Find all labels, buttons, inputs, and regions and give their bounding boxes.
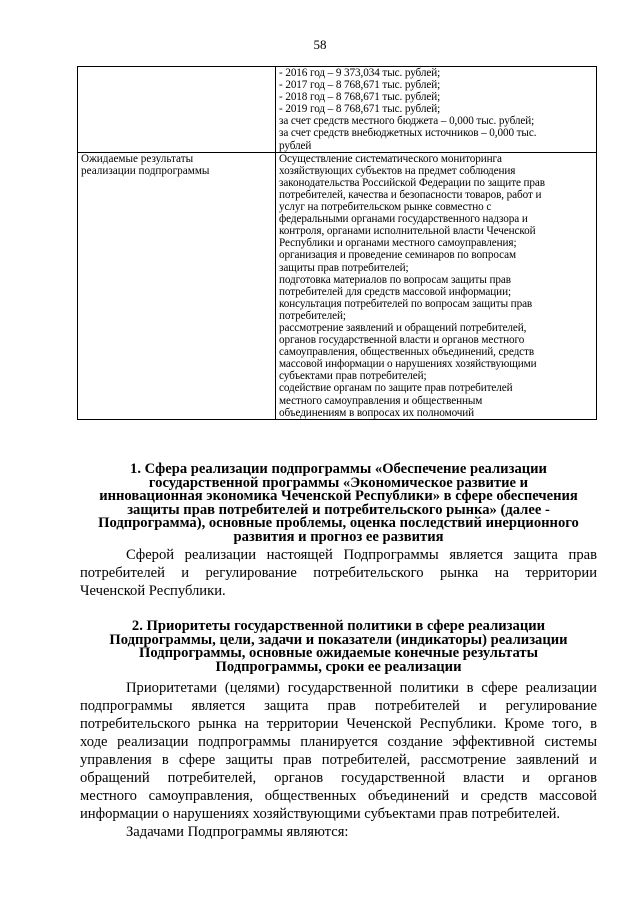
table-cell-results-label [78,152,276,419]
heading-line: Подпрограммы, цели, задачи и показатели (индикаторы) реализации [109,631,568,648]
paragraph-line: потребителей и регулирование потребительского рынка на территории [80,565,597,581]
paragraph-line: Приоритетами (целями) государственной политики в сфере реализации [126,680,597,696]
results-line: услуг на потребительском рынке совместно с [279,201,492,214]
table-cell-funding [276,67,597,153]
subprogram-passport-table [77,66,597,420]
results-line: федеральными органами государственного надзора и [279,213,528,226]
funding-line: - 2016 год – 9 373,034 тыс. рублей; [279,67,441,79]
results-line: хозяйствующих субъектов на предмет соблюдения [279,164,516,177]
heading-line: защиты прав потребителей и потребительского рынка» (далее - [127,501,550,518]
paragraph-line: подпрограммы является защита прав потребителей и регулирование [80,698,597,714]
tasks-line: Задачами Подпрограммы являются: [126,824,349,840]
paragraph-line: потребительского рынка на территории Чеченской Республики. Кроме того, в [80,716,597,732]
heading-line: Подпрограммы, сроки ее реализации [215,658,462,675]
page-number: 58 [313,37,327,52]
table-cell-empty-label [78,67,276,153]
section-1-paragraph [80,546,597,600]
heading-line: 2. Приоритеты государственной политики в сфере реализации [131,618,546,634]
results-label-line: реализации подпрограммы [81,164,210,177]
results-label-line: Ожидаемые результаты [81,152,194,165]
funding-line: за счет средств местного бюджета – 0,000 тыс. рублей; [279,115,535,128]
results-line: защиты прав потребителей; [279,261,409,274]
results-line: Осуществление систематического мониторинга [279,152,502,165]
results-line: массовой информации о нарушениях хозяйствующими [279,358,537,371]
funding-line: - 2017 год – 8 768,671 тыс. рублей; [279,79,441,92]
results-line: потребителей, качества и безопасности товаров, работ и [279,188,542,201]
results-line: рассмотрение заявлений и обращений потребителей, [279,321,527,334]
results-line: субъектами прав потребителей; [279,370,427,383]
table-row-funding [78,67,597,153]
results-line: подготовка материалов по вопросам защиты прав [279,273,511,286]
paragraph-line: Сферой реализации настоящей Подпрограммы является защита прав [126,547,597,563]
funding-line: за счет средств внебюджетных источников – 0,000 тыс. [279,127,537,140]
paragraph-line: обращений потребителей, органов государственной власти и органов [80,770,597,786]
heading-line: развития и прогноз ее развития [233,528,444,545]
results-line: организация и проведение семинаров по вопросам [279,249,516,262]
results-line: контроля, органами исполнительной власти Чеченской [279,225,536,238]
results-line: потребителей для средств массовой информации; [279,285,511,298]
results-line: законодательства Российской Федерации по защите прав [279,176,545,189]
section-2-paragraph [80,679,597,841]
table-cell-results [276,152,597,419]
paragraph-line: Чеченской Республики. [80,583,226,599]
heading-line: инновационная экономика Чеченской Республики» в сфере обеспечения [99,488,578,505]
paragraph-line: ходе реализации подпрограммы планируется создание эффективной системы [80,734,597,750]
paragraph-line: информации о нарушениях хозяйствующими субъектами прав потребителей. [80,806,561,822]
funding-line: - 2018 год – 8 768,671 тыс. рублей; [279,91,441,104]
results-line: консультация потребителей по вопросам защиты прав [279,297,533,310]
results-line: Республики и органами местного самоуправления; [279,237,517,250]
heading-line: Подпрограммы, основные ожидаемые конечные результаты [139,645,538,662]
heading-line: государственной программы «Экономическое развитие и [148,474,529,491]
results-line: объединениям в вопросах их полномочий [279,406,475,419]
results-line: местного самоуправления и общественным [279,394,483,407]
funding-line: - 2019 год – 8 768,671 тыс. рублей; [279,103,441,116]
results-line: самоуправления, общественных объединений, средств [279,346,535,359]
paragraph-line: местного самоуправления, общественных объединений и средств массовой [80,788,597,804]
section-1-heading [80,463,597,545]
results-line: органов государственной власти и органов местного [279,334,525,347]
heading-line: 1. Сфера реализации подпрограммы «Обеспечение реализации [130,461,547,477]
section-2-heading [80,620,597,674]
results-line: потребителей; [279,309,346,322]
paragraph-line: управления в сфере защиты прав потребителей, рассмотрение заявлений и [80,752,597,768]
funding-line: рублей [279,139,312,152]
results-line: содействие органам по защите прав потребителей [279,382,513,395]
table-row-results [78,152,597,419]
heading-line: Подпрограмма), основные проблемы, оценка последствий инерционного [98,515,579,532]
